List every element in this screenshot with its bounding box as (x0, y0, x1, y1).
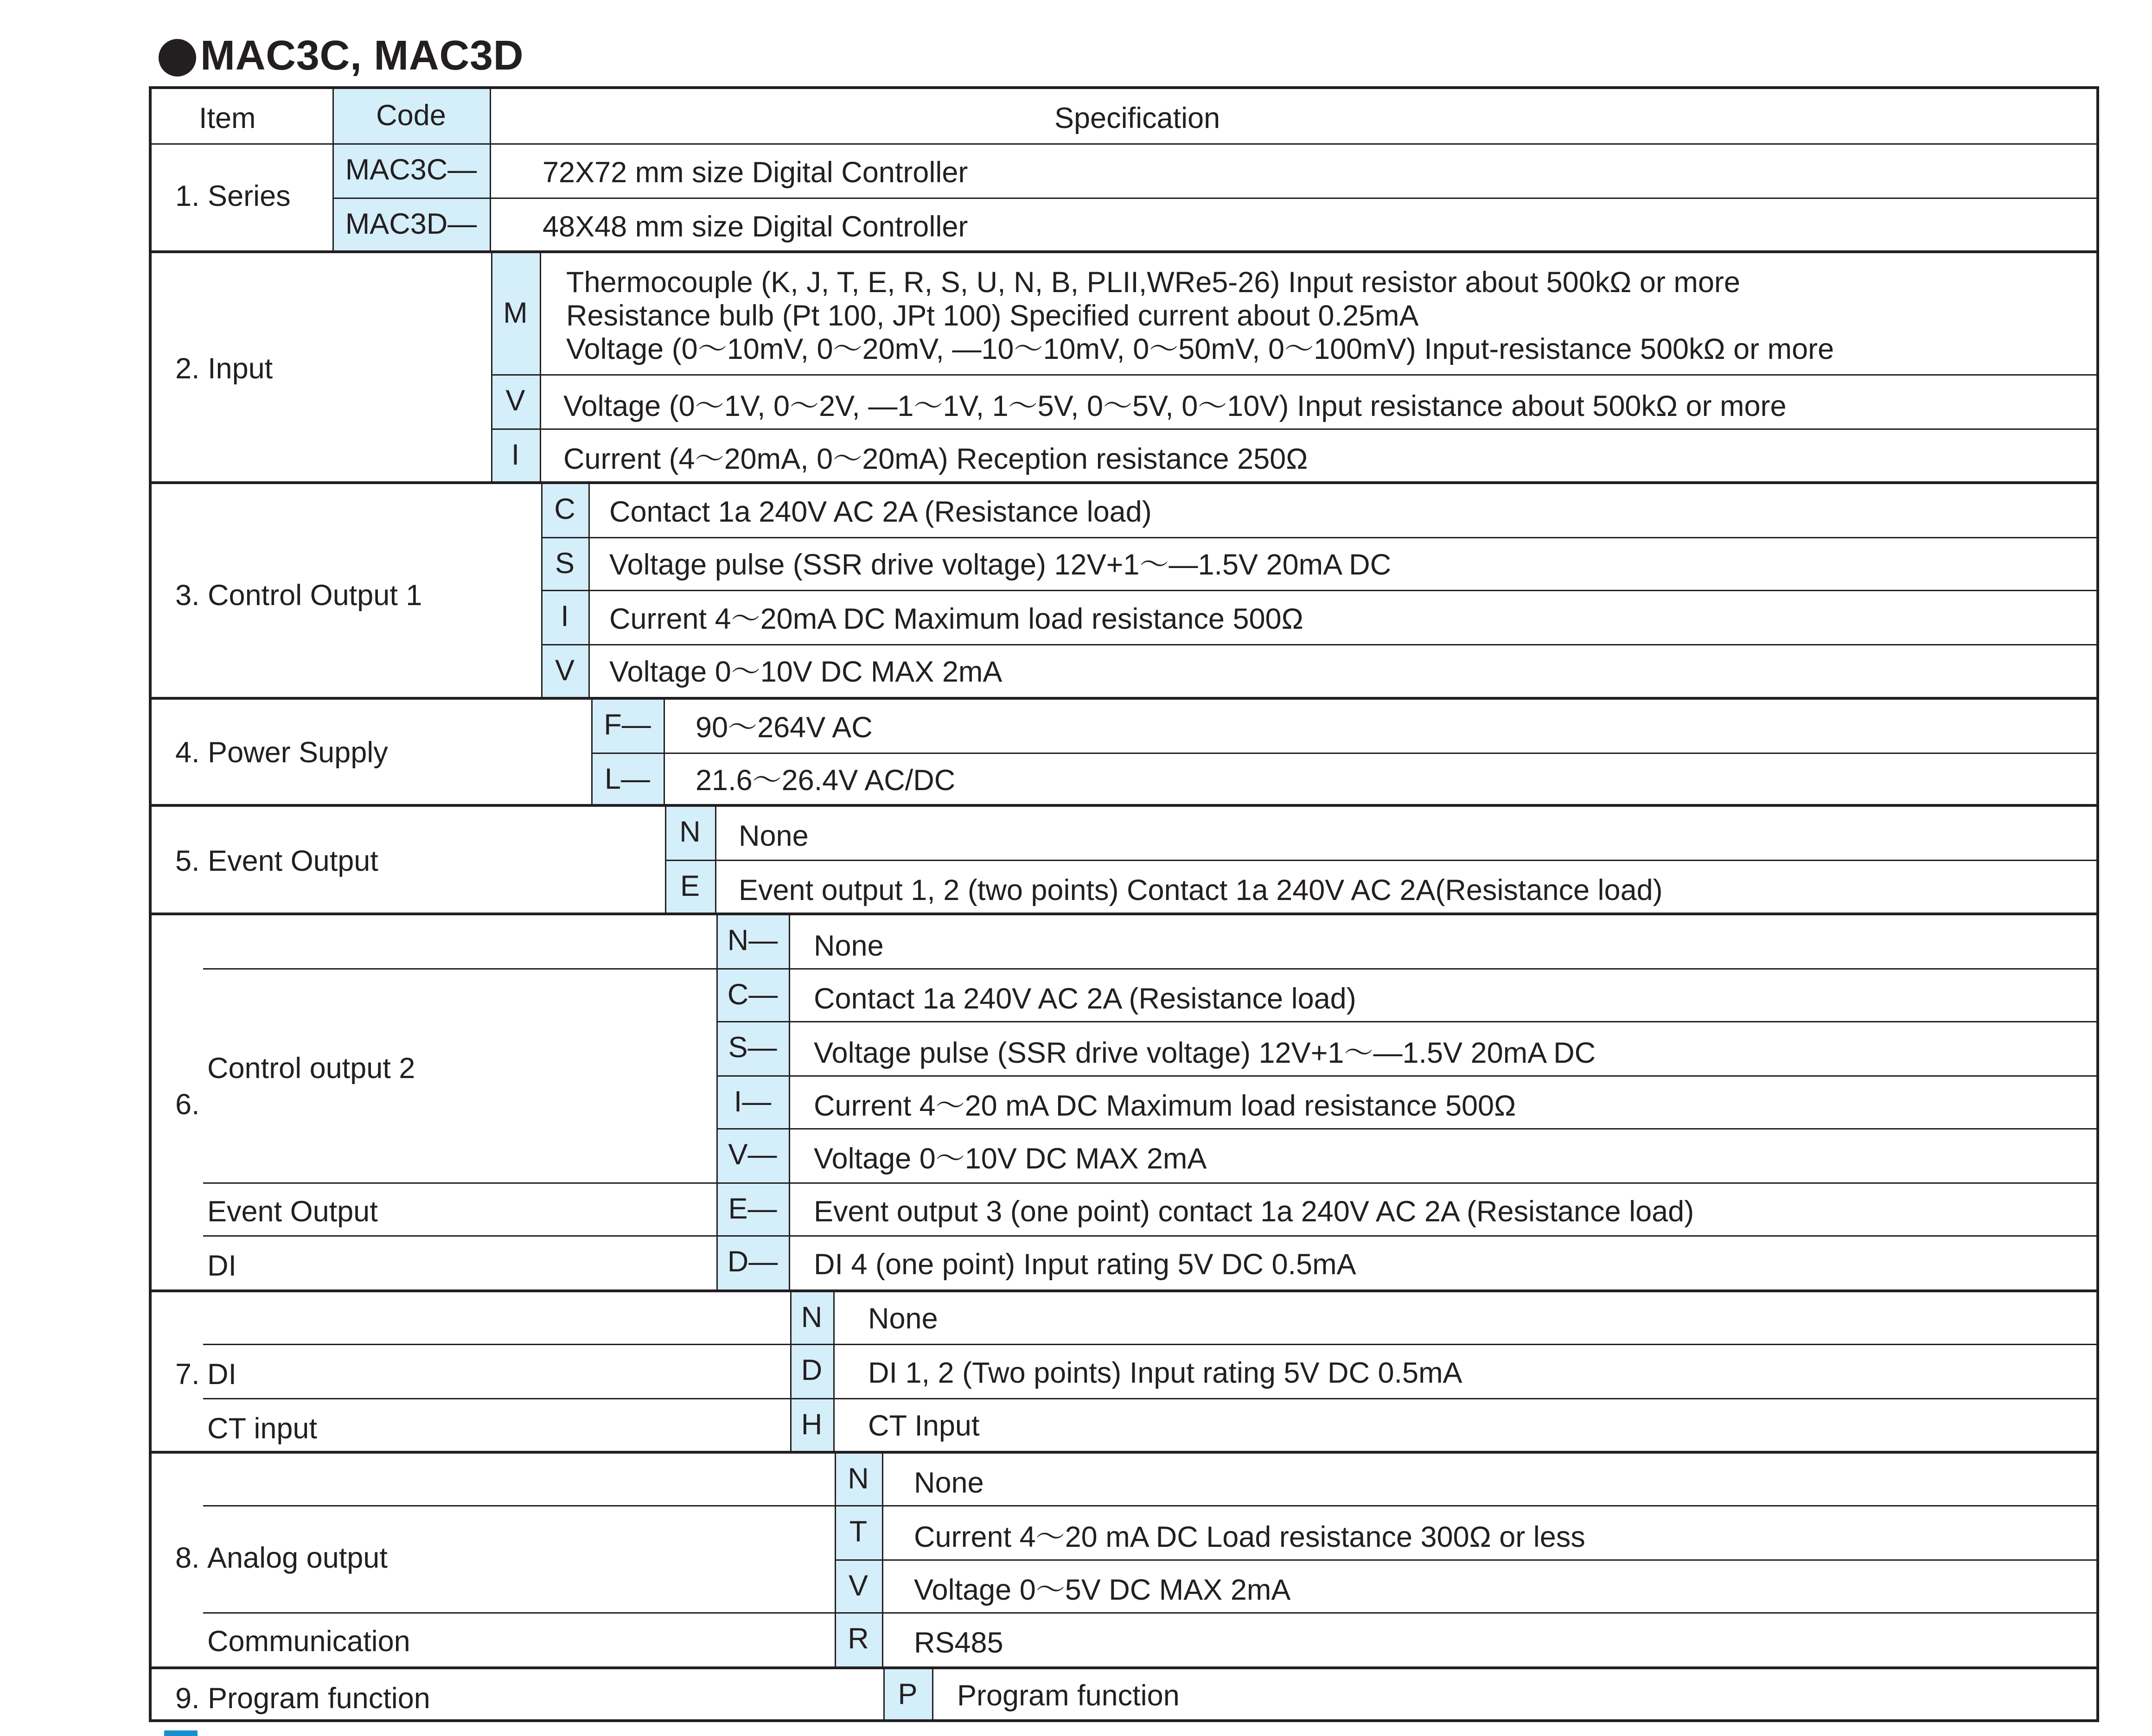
section-label: 9. Program function (175, 1683, 430, 1715)
spec-text: Program function (957, 1680, 1180, 1712)
code-cell (665, 807, 716, 860)
code-label: V— (728, 1139, 777, 1171)
divider (541, 644, 2098, 645)
header-code: Code (376, 99, 446, 132)
section-number: 7. (175, 1359, 200, 1391)
code-cell (491, 430, 541, 483)
section-label: 4. Power Supply (175, 737, 388, 769)
code-label: N (679, 817, 701, 849)
divider (835, 1559, 2098, 1561)
code-cell (835, 1506, 883, 1559)
spec-text: Thermocouple (K, J, T, E, R, S, U, N, B, PLII,WRe5-26) Input resistor about 500kΩ or more (566, 267, 1740, 299)
code-label: E— (728, 1193, 777, 1225)
spec-text: Voltage (0～1V, 0～2V, —1～1V, 1～5V, 0～5V, 0～10V) Input resistance about 500kΩ or more (563, 391, 1787, 423)
divider (203, 1398, 2098, 1399)
code-cell (716, 970, 790, 1021)
divider (716, 915, 718, 1289)
code-cell (541, 538, 590, 590)
next-section-marker (164, 1730, 198, 1736)
spec-text: None (914, 1468, 984, 1500)
code-cell (716, 1237, 790, 1289)
spec-text: 72X72 mm size Digital Controller (543, 157, 968, 189)
code-cell (835, 1614, 883, 1666)
code-cell (790, 1399, 835, 1451)
spec-text: Event output 1, 2 (two points) Contact 1a 240V AC 2A(Resistance load) (739, 875, 1663, 907)
sub-label: Analog output (207, 1543, 388, 1575)
divider (716, 1021, 2098, 1022)
code-label: F— (604, 709, 651, 741)
code-label: I (561, 601, 569, 633)
divider (203, 1612, 2098, 1614)
divider (150, 250, 2098, 253)
sub-label: CT input (207, 1413, 317, 1445)
code-label: R (848, 1623, 869, 1655)
code-label: E (680, 870, 700, 902)
spec-text: Resistance bulb (Pt 100, JPt 100) Specified current about 0.25mA (566, 300, 1419, 332)
code-cell (332, 145, 491, 198)
section-label: 2. Input (175, 353, 273, 385)
divider (150, 1451, 2098, 1454)
divider (150, 1289, 2098, 1292)
code-label: S— (728, 1032, 777, 1064)
spec-text: Voltage (0～10mV, 0～20mV, —10～10mV, 0～50mV, 0～100mV) Input-resistance 500kΩ or more (566, 334, 1834, 366)
code-cell (665, 861, 716, 913)
divider (491, 428, 2098, 430)
divider (203, 1505, 2098, 1506)
code-label: S (555, 547, 575, 580)
code-cell (835, 1561, 883, 1612)
spec-text: Event output 3 (one point) contact 1a 240V AC 2A (Resistance load) (814, 1196, 1694, 1228)
spec-text: None (739, 821, 809, 853)
code-label: P (898, 1678, 918, 1710)
spec-text: Current 4～20 mA DC Maximum load resistance 500Ω (814, 1091, 1516, 1123)
spec-text: Current 4～20 mA DC Load resistance 300Ω or less (914, 1522, 1585, 1554)
code-label: MAC3C— (345, 154, 477, 186)
page-title-text: MAC3C, MAC3D (200, 33, 524, 79)
divider (332, 88, 334, 145)
spec-text: None (814, 931, 884, 963)
code-label: T (849, 1516, 868, 1548)
divider (150, 481, 2098, 484)
section-label: 3. Control Output 1 (175, 580, 422, 612)
divider (665, 860, 2098, 861)
code-label: H (801, 1408, 823, 1441)
divider (716, 1075, 2098, 1077)
divider (203, 968, 2098, 970)
code-cell (591, 700, 665, 753)
divider (716, 1128, 2098, 1130)
code-label: C— (727, 978, 778, 1011)
divider (150, 1666, 2098, 1669)
divider (883, 1669, 885, 1721)
code-label: C (554, 494, 575, 526)
divider (790, 1292, 792, 1451)
code-label: L— (604, 763, 651, 795)
spec-text: 48X48 mm size Digital Controller (543, 211, 968, 243)
spec-text: Current 4～20mA DC Maximum load resistance 500Ω (609, 604, 1303, 636)
header-item: Item (199, 103, 256, 135)
divider (332, 198, 2098, 199)
divider (203, 1182, 2098, 1184)
header-spec: Specification (1054, 103, 1220, 135)
page-title (159, 33, 524, 81)
code-cell (716, 1077, 790, 1128)
code-label: M (503, 297, 528, 329)
spec-text: Current (4～20mA, 0～20mA) Reception resistance 250Ω (563, 444, 1308, 476)
spec-text: Contact 1a 240V AC 2A (Resistance load) (609, 497, 1152, 529)
spec-text: None (868, 1303, 938, 1335)
code-cell (716, 1130, 790, 1182)
code-label: N (848, 1462, 869, 1495)
code-cell (541, 591, 590, 644)
spec-text: DI 4 (one point) Input rating 5V DC 0.5mA (814, 1249, 1356, 1281)
code-cell (541, 484, 590, 537)
divider (541, 590, 2098, 591)
spec-text: Voltage 0～10V DC MAX 2mA (609, 657, 1003, 689)
divider (150, 697, 2098, 700)
code-label: I (511, 440, 520, 472)
code-label: V (848, 1570, 868, 1602)
code-label: N— (727, 925, 778, 957)
divider (203, 1235, 2098, 1237)
sub-label: Communication (207, 1626, 410, 1658)
code-cell (790, 1345, 835, 1398)
sub-label: Event Output (207, 1196, 378, 1228)
spec-text: Voltage pulse (SSR drive voltage) 12V+1～—1.5V 20mA DC (609, 549, 1392, 581)
spec-text: RS485 (914, 1628, 1003, 1659)
section-number: 6. (175, 1089, 200, 1121)
spec-text: Voltage pulse (SSR drive voltage) 12V+1～—1.5V 20mA DC (814, 1038, 1596, 1070)
divider (150, 804, 2098, 807)
sub-label: Control output 2 (207, 1053, 415, 1085)
divider (591, 753, 2098, 754)
header-code-cell (332, 88, 491, 145)
code-label: I— (734, 1085, 772, 1118)
code-cell (716, 1022, 790, 1075)
spec-text: CT Input (868, 1410, 980, 1442)
code-cell (790, 1292, 835, 1344)
code-cell (491, 376, 541, 428)
code-cell (883, 1669, 933, 1721)
sub-label: DI (207, 1359, 236, 1391)
code-cell (716, 1184, 790, 1235)
code-cell (591, 754, 665, 805)
section-label: 5. Event Output (175, 846, 378, 878)
code-cell (835, 1454, 883, 1505)
spec-text: 21.6～26.4V AC/DC (696, 765, 956, 797)
divider (150, 913, 2098, 915)
divider (491, 253, 492, 483)
spec-text: Contact 1a 240V AC 2A (Resistance load) (814, 983, 1356, 1015)
code-label: V (555, 654, 575, 687)
section-label: 1. Series (175, 181, 291, 213)
divider (491, 374, 2098, 376)
code-cell (541, 645, 590, 697)
section-number: 8. (175, 1543, 200, 1575)
spec-text: Voltage 0～5V DC MAX 2mA (914, 1575, 1291, 1607)
bullet-icon (159, 38, 196, 76)
divider (541, 537, 2098, 538)
code-label: D (801, 1355, 823, 1387)
spec-text: 90～264V AC (696, 712, 873, 744)
code-label: D— (727, 1246, 778, 1278)
code-cell (491, 253, 541, 374)
sub-label: DI (207, 1251, 236, 1283)
code-cell (716, 915, 790, 968)
code-label: N (801, 1301, 823, 1334)
code-cell (332, 199, 491, 252)
spec-text: Voltage 0～10V DC MAX 2mA (814, 1143, 1207, 1175)
spec-text: DI 1, 2 (Two points) Input rating 5V DC 0.5mA (868, 1358, 1462, 1390)
code-label: V (505, 385, 525, 417)
code-label: MAC3D— (345, 209, 477, 241)
divider (203, 1344, 2098, 1345)
